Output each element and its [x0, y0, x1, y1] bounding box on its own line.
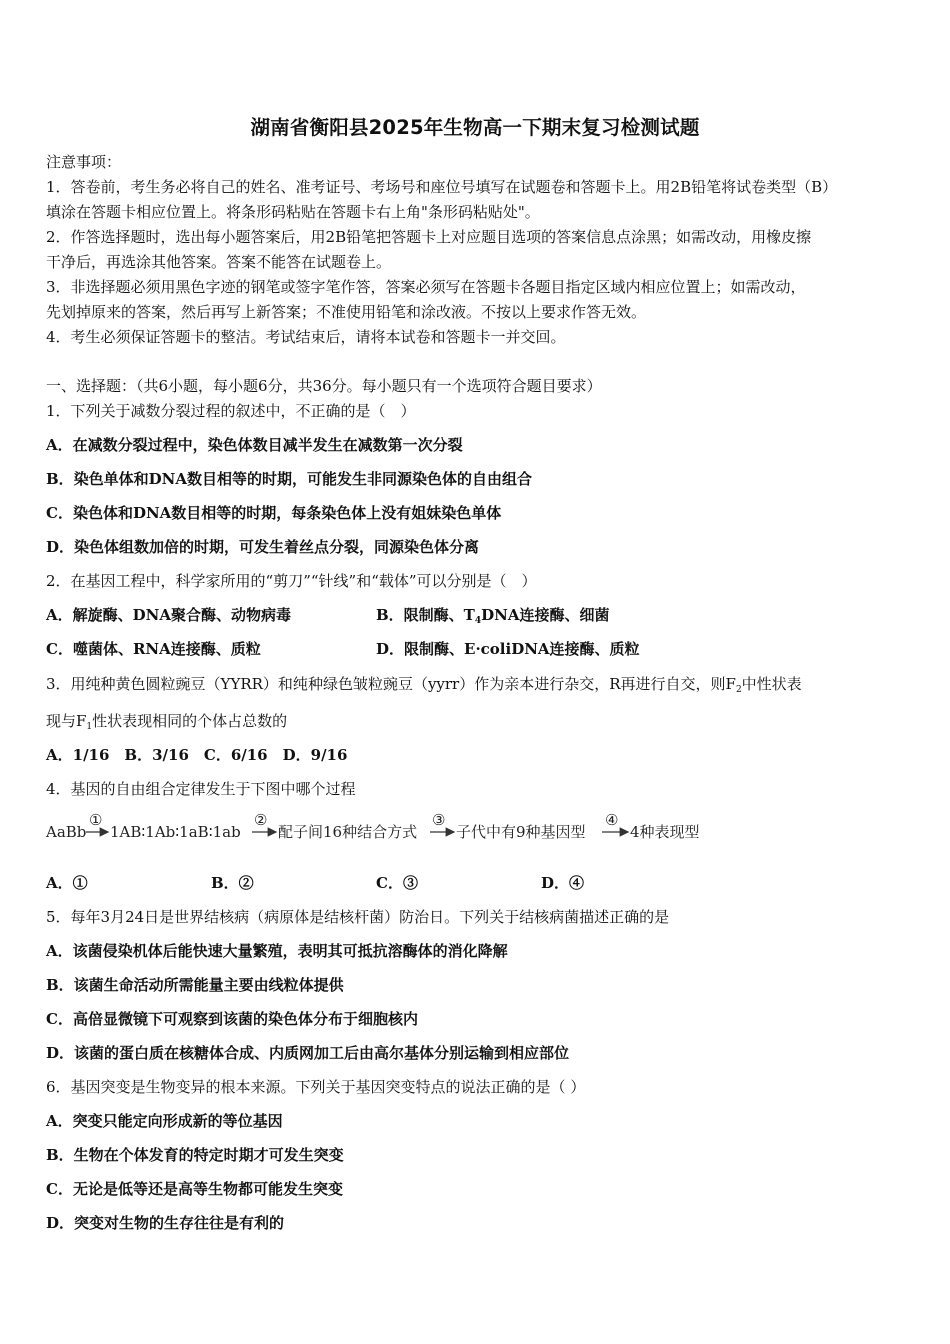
question-4-option-c: C．③: [376, 874, 418, 892]
question-1-option-c: C．染色体和DNA数目相等的时期，每条染色体上没有姐妹染色单体: [46, 504, 502, 522]
question-1-option-b: B．染色单体和DNA数目相等的时期，可能发生非同源染色体的自由组合: [46, 470, 533, 488]
parent-genotype: AaBb: [46, 823, 87, 841]
question-3-stem: 3．用纯种黄色圆粒豌豆（YYRR）和纯种绿色皱粒豌豆（yyrr）作为亲本进行杂交，R再进行自交，则$F_2$中性状表: [46, 675, 802, 695]
notes-line: 2．作答选择题时，选出每小题答案后，用2B铅笔把答题卡上对应题目选项的答案信息点涂黑；如需改动，用橡皮擦: [46, 228, 812, 246]
section-heading: 一、选择题：（共6小题，每小题6分，共36分。每小题只有一个选项符合题目要求）: [46, 377, 602, 395]
question-6-stem: 6．基因突变是生物变异的根本来源。下列关于基因突变特点的说法正确的是（ ）: [46, 1078, 586, 1096]
question-2-option-d: D．限制酶、E·coliDNA连接酶、质粒: [376, 640, 640, 658]
offspring-phenotypes: 4种表现型: [630, 823, 700, 841]
step-1-label: ①: [89, 812, 103, 829]
question-1-option-d: D．染色体组数加倍的时期，可发生着丝点分裂，同源染色体分离: [46, 538, 480, 556]
step-4-label: ④: [605, 812, 619, 829]
question-2-option-a: A．解旋酶、DNA聚合酶、动物病毒: [46, 606, 291, 624]
offspring-genotypes: 子代中有9种基因型: [456, 823, 586, 841]
question-4-option-a: A．①: [46, 874, 88, 892]
question-5-option-b: B．该菌生命活动所需能量主要由线粒体提供: [46, 976, 344, 994]
question-6-option-a: A．突变只能定向形成新的等位基因: [46, 1112, 283, 1130]
question-6-option-d: D．突变对生物的生存往往是有利的: [46, 1214, 285, 1232]
notes-heading: 注意事项：: [46, 153, 122, 171]
question-5-option-d: D．该菌的蛋白质在核糖体合成、内质网加工后由高尔基体分别运输到相应部位: [46, 1044, 570, 1062]
question-2-stem: 2．在基因工程中，科学家所用的“剪刀”“针线”和“载体”可以分别是（ ）: [46, 572, 537, 590]
notes-line: 先划掉原来的答案，然后再写上新答案；不准使用铅笔和涂改液。不按以上要求作答无效。: [46, 303, 647, 321]
question-1-option-a: A．在减数分裂过程中，染色体数目减半发生在减数第一次分裂: [46, 436, 463, 454]
question-2-option-c: C．噬菌体、RNA连接酶、质粒: [46, 640, 261, 658]
question-5-option-a: A．该菌侵染机体后能快速大量繁殖，表明其可抵抗溶酶体的消化降解: [46, 942, 508, 960]
question-1-stem: 1．下列关于减数分裂过程的叙述中，不正确的是（ ）: [46, 402, 416, 420]
question-5-stem: 5．每年3月24日是世界结核病（病原体是结核杆菌）防治日。下列关于结核病菌描述正确的是: [46, 908, 670, 926]
page-title: 湖南省衡阳县2025年生物高一下期末复习检测试题: [250, 116, 700, 139]
fertilization-combos: 配子间16种结合方式: [278, 823, 418, 841]
notes-line: 3．非选择题必须用黑色字迹的钢笔或签字笔作答，答案必须写在答题卡各题目指定区域内相应位置上；如需改动，: [46, 278, 806, 296]
gamete-ratio: 1AB∶1Ab∶1aB∶1ab: [110, 823, 241, 841]
question-4-stem: 4．基因的自由组合定律发生于下图中哪个过程: [46, 780, 356, 798]
step-3-label: ③: [432, 812, 446, 829]
notes-line: 干净后，再选涂其他答案。答案不能答在试题卷上。: [46, 253, 392, 271]
notes-line: 填涂在答题卡相应位置上。将条形码粘贴在答题卡右上角"条形码粘贴处"。: [46, 203, 540, 221]
question-6-option-b: B．生物在个体发育的特定时期才可发生突变: [46, 1146, 344, 1164]
question-6-option-c: C．无论是低等还是高等生物都可能发生突变: [46, 1180, 343, 1198]
notes-line: 4．考生必须保证答题卡的整洁。考试结束后，请将本试卷和答题卡一并交回。: [46, 328, 566, 346]
notes-line: 1．答卷前，考生务必将自己的姓名、准考证号、考场号和座位号填写在试题卷和答题卡上。用2B铅笔将试卷类型（B）: [46, 178, 838, 196]
question-5-option-c: C．高倍显微镜下可观察到该菌的染色体分布于细胞核内: [46, 1010, 418, 1028]
question-3-stem-continued: 现与$F_1$性状表现相同的个体占总数的: [46, 712, 288, 732]
question-4-option-b: B．②: [211, 874, 254, 892]
step-2-label: ②: [254, 812, 268, 829]
question-4-option-d: D．④: [541, 874, 585, 892]
question-2-option-b: B．限制酶、$T_4DNA$连接酶、细菌: [376, 606, 610, 626]
gene-process-diagram: [44, 812, 724, 848]
question-3-options: A．1/16 B．3/16 C．6/16 D．9/16: [46, 746, 348, 764]
process-flow-svg: [44, 812, 724, 848]
